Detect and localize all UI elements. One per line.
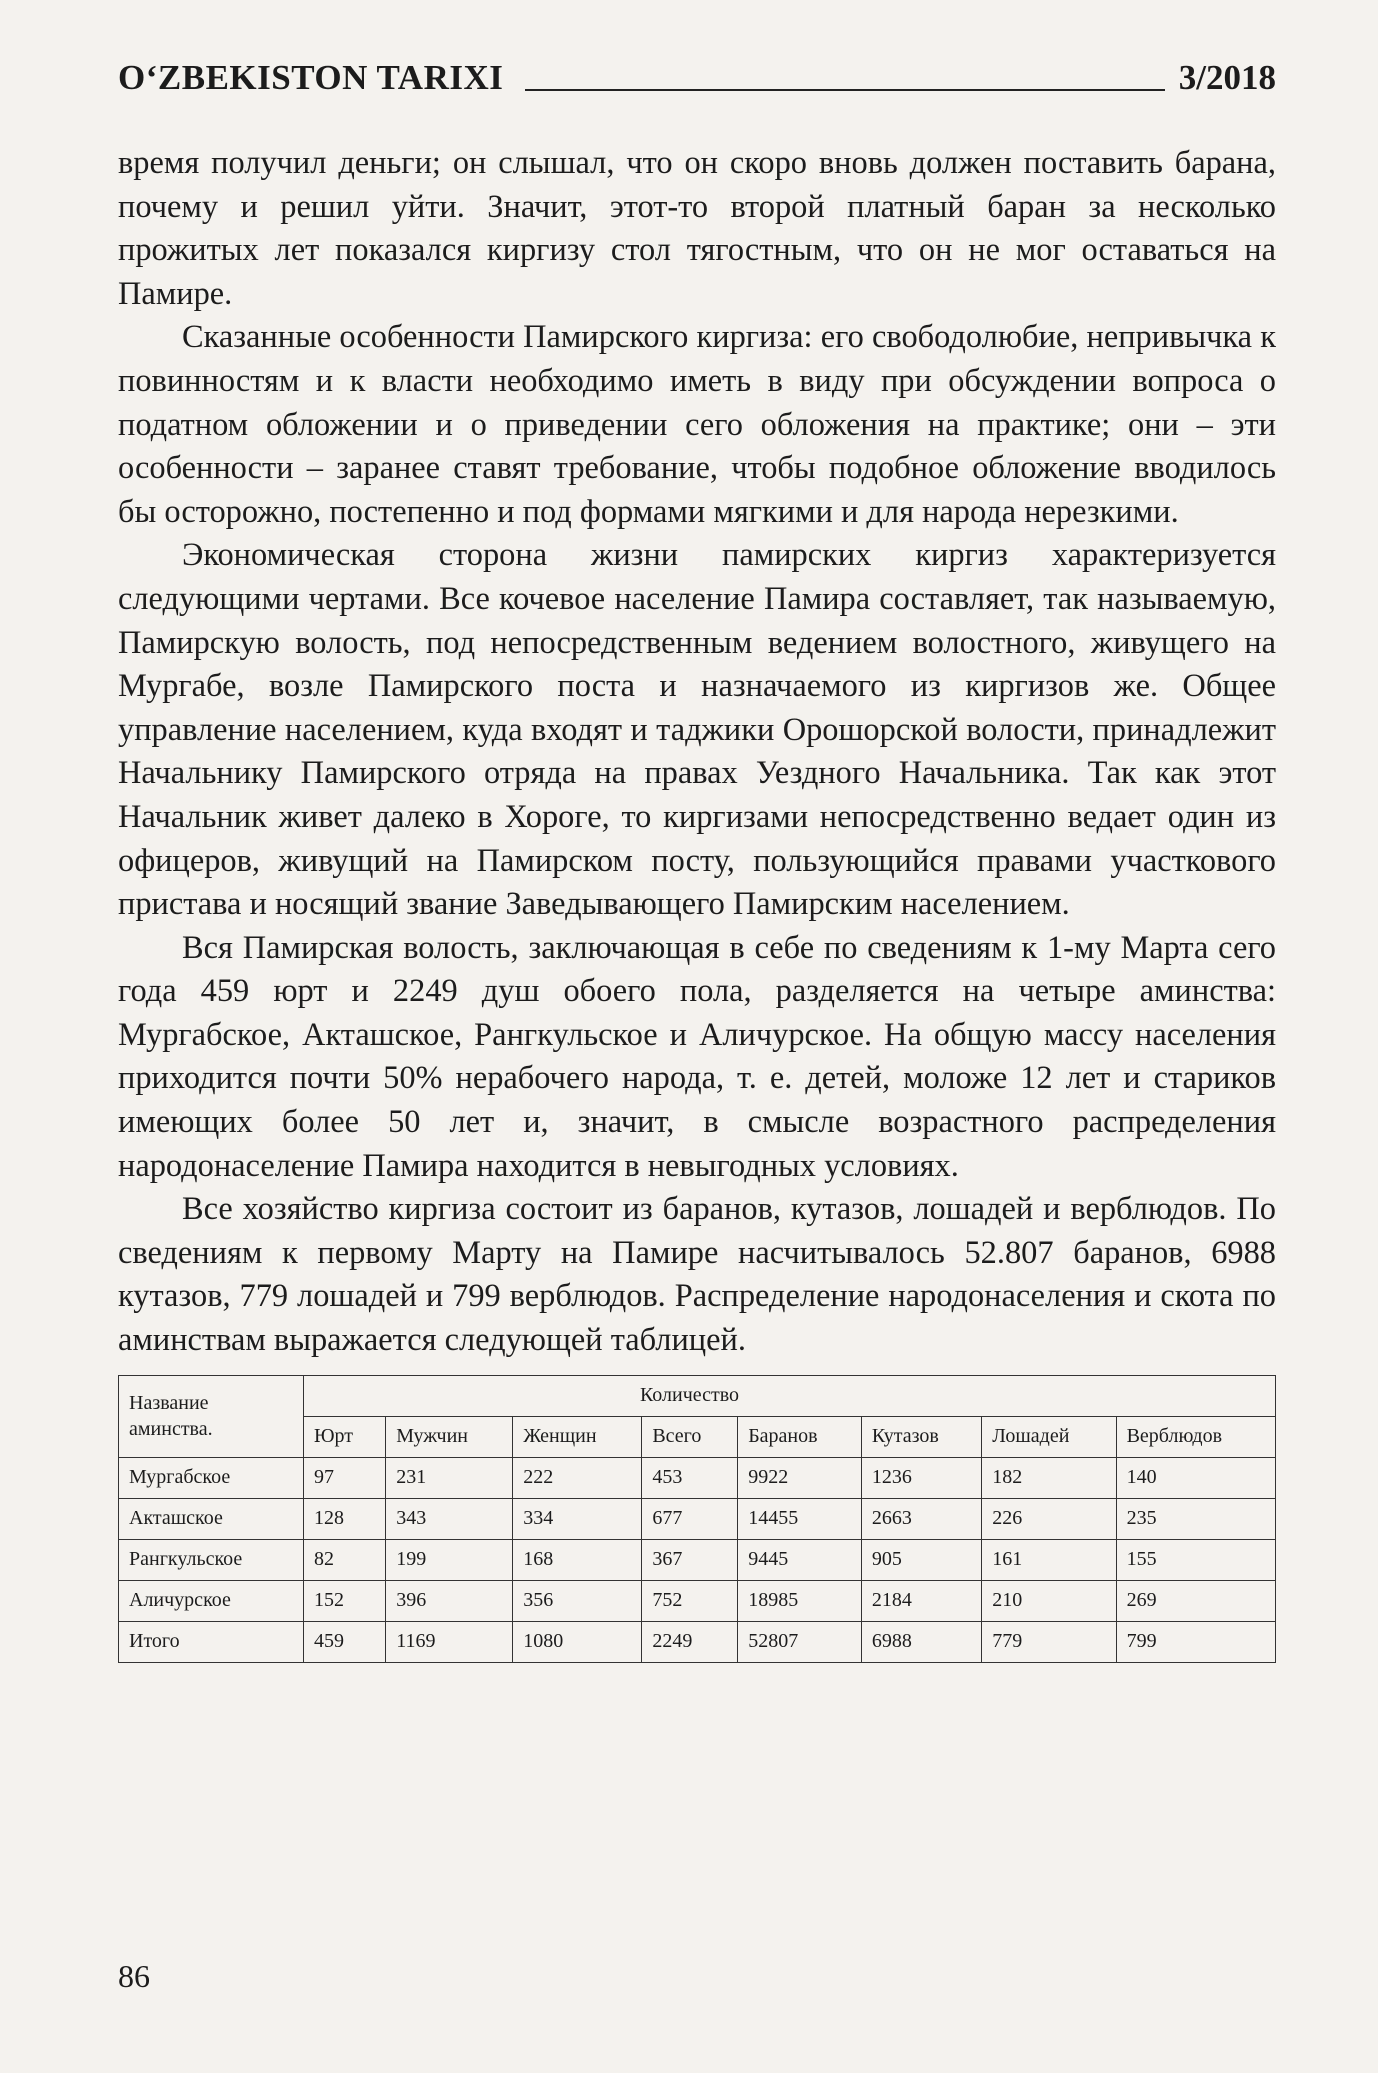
table-name-header: Название аминства. [119, 1375, 304, 1457]
journal-page [118, 48, 1276, 1663]
table-cell: 1169 [386, 1621, 513, 1662]
journal-name: O‘ZBEKISTON TARIXI [118, 58, 504, 97]
table-cell: 140 [1116, 1457, 1275, 1498]
table-cell: 779 [982, 1621, 1116, 1662]
paragraph: Экономическая сторона жизни памирских киргиз характеризуется следующими чертами. Все кочевое население Памира составляет, так называемую, Памирскую волость, под непосредственным ведением волостного, живущего на Мургабе, возле Памирского поста и назначаемого из киргизов же. Общее управление населением, куда входят и таджики Орошорской волости, принадлежит Начальнику Памирского отряда на правах Уездного Начальника. Так как этот Начальник живет далеко в Хороге, то киргизами непосредственно ведает один из офицеров, живущий на Памирском посту, пользующийся правами участкового пристава и носящий звание Заведывающего Памирским населением. [118, 537, 1276, 923]
table-cell: 18985 [738, 1580, 862, 1621]
table-column-header: Мужчин [386, 1416, 513, 1457]
aminstvo-table [118, 1375, 1276, 1663]
table-header-row [119, 1375, 1276, 1416]
table-row-name: Акташское [119, 1498, 304, 1539]
table-cell: 161 [982, 1539, 1116, 1580]
table-cell: 222 [513, 1457, 642, 1498]
table-cell: 155 [1116, 1539, 1275, 1580]
table-row-name: Мургабское [119, 1457, 304, 1498]
table-cell: 97 [304, 1457, 386, 1498]
table-cell: 128 [304, 1498, 386, 1539]
table-cell: 752 [642, 1580, 738, 1621]
table-row [119, 1621, 1276, 1662]
table-column-header: Верблюдов [1116, 1416, 1275, 1457]
paragraph: Сказанные особенности Памирского киргиза: его свободолюбие, непривычка к повинностям и к власти необходимо иметь в виду при обсуждении вопроса о податном обложении и о приведении сего обложения на практике; они – эти особенности – заранее ставят требование, чтобы подобное обложение вводилось бы осторожно, постепенно и под формами мягкими и для народа нерезкими. [118, 319, 1276, 530]
table-row [119, 1457, 1276, 1498]
table-cell: 334 [513, 1498, 642, 1539]
table-cell: 182 [982, 1457, 1116, 1498]
table-cell: 231 [386, 1457, 513, 1498]
table-cell: 269 [1116, 1580, 1275, 1621]
table-cell: 396 [386, 1580, 513, 1621]
table-cell: 226 [982, 1498, 1116, 1539]
table-cell: 52807 [738, 1621, 862, 1662]
table-cell: 199 [386, 1539, 513, 1580]
header-rule [525, 89, 1164, 91]
table-cell: 152 [304, 1580, 386, 1621]
table-column-header: Кутазов [861, 1416, 981, 1457]
paragraph: Вся Памирская волость, заключающая в себе по сведениям к 1-му Марта сего года 459 юрт и 2249 душ обоего пола, разделяется на четыре аминства: Мургабское, Акташское, Рангкульское и Аличурское. На общую массу населения приходится почти 50% нерабочего народа, т. е. детей, моложе 12 лет и стариков имеющих более 50 лет и, значит, в смысле возрастного распределения народонаселение Памира находится в невыгодных условиях. [118, 929, 1276, 1184]
table-cell: 2184 [861, 1580, 981, 1621]
table-row-name: Итого [119, 1621, 304, 1662]
table-row [119, 1580, 1276, 1621]
table-cell: 235 [1116, 1498, 1275, 1539]
table-row [119, 1539, 1276, 1580]
table-group-header: Количество [304, 1375, 1276, 1416]
table-cell: 905 [861, 1539, 981, 1580]
table-column-header: Лошадей [982, 1416, 1116, 1457]
table-column-header: Баранов [738, 1416, 862, 1457]
table-cell: 9922 [738, 1457, 862, 1498]
table-cell: 1236 [861, 1457, 981, 1498]
table-cell: 82 [304, 1539, 386, 1580]
issue-number: 3/2018 [1178, 58, 1276, 97]
table-cell: 210 [982, 1580, 1116, 1621]
page-number: 86 [118, 1958, 150, 1994]
table-cell: 168 [513, 1539, 642, 1580]
table-row-name: Рангкульское [119, 1539, 304, 1580]
table-cell: 799 [1116, 1621, 1275, 1662]
table-column-header: Юрт [304, 1416, 386, 1457]
table-row-name: Аличурское [119, 1580, 304, 1621]
table-body [119, 1457, 1276, 1662]
table-cell: 356 [513, 1580, 642, 1621]
table-cell: 453 [642, 1457, 738, 1498]
table-cell: 459 [304, 1621, 386, 1662]
table-cell: 9445 [738, 1539, 862, 1580]
table-cell: 6988 [861, 1621, 981, 1662]
article-body [118, 142, 1276, 1363]
table-cell: 2249 [642, 1621, 738, 1662]
table-cell: 343 [386, 1498, 513, 1539]
table-cell: 14455 [738, 1498, 862, 1539]
paragraph: Все хозяйство киргиза состоит из баранов, кутазов, лошадей и верблюдов. По сведениям к первому Марту на Памире насчитывалось 52.807 баранов, 6988 кутазов, 779 лошадей и 799 верблюдов. Распределение народонаселения и скота по аминствам выражается следующей таблицей. [118, 1191, 1276, 1359]
table-cell: 2663 [861, 1498, 981, 1539]
table-column-header: Женщин [513, 1416, 642, 1457]
paragraph: время получил деньги; он слышал, что он скоро вновь должен поставить барана, почему и решил уйти. Значит, этот-то второй платный баран за несколько прожитых лет показался киргизу стол тягостным, что он не мог оставаться на Памире. [118, 145, 1276, 312]
table-cell: 1080 [513, 1621, 642, 1662]
table-column-header: Всего [642, 1416, 738, 1457]
running-header [118, 48, 1276, 98]
table-cell: 677 [642, 1498, 738, 1539]
table-cell: 367 [642, 1539, 738, 1580]
table-row [119, 1498, 1276, 1539]
